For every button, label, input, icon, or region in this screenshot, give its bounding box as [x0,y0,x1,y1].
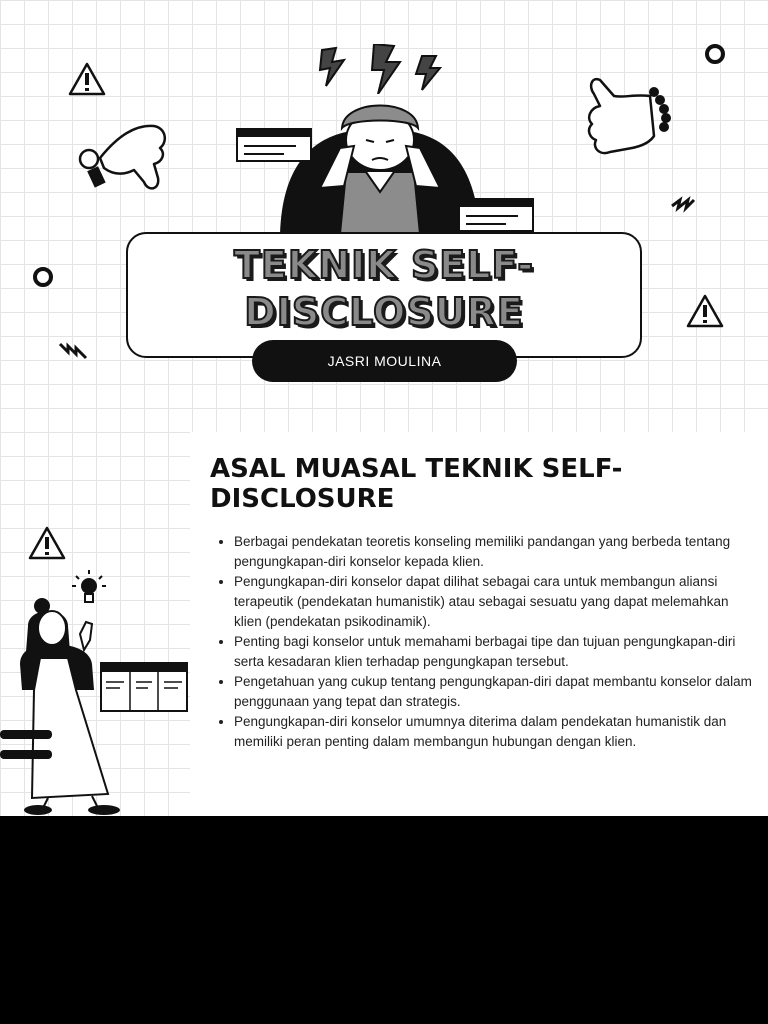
zigzag-icon [670,186,696,214]
board-icon [100,662,188,712]
lightning-icon [314,44,444,94]
warning-icon [686,294,724,328]
list-item: • Pengungkapan-diri konselor dapat dilihat sebagai cara untuk membangun aliansi terapeutik (pendekatan humanistik) atau sebagai sesuatu yang dapat melemahkan klien (pendekatan psikodinamik). [234,572,754,632]
list-item: • Penting bagi konselor untuk memahami berbagai tipe dan tujuan pengungkapan-diri serta kesadaran klien terhadap pengungkapan tersebut. [234,632,754,672]
blank-area [0,816,768,1024]
ring-icon [32,266,54,288]
title-slide [0,0,768,432]
author-name: JASRI MOULINA [327,353,442,369]
content-slide [0,432,768,816]
window-card-icon [236,128,312,162]
thumbs-up-icon [584,76,676,162]
page-title: TEKNIK SELF-DISCLOSURE [233,243,535,334]
warning-icon [68,62,106,96]
warning-icon [28,526,66,560]
section-heading: ASAL MUASAL TEKNIK SELF-DISCLOSURE [210,454,623,514]
author-badge [252,340,517,382]
bars-icon [0,728,54,762]
bullet-list [216,532,754,752]
list-item: • Pengungkapan-diri konselor umumnya diterima dalam pendekatan humanistik dan memiliki peran penting dalam membangun hubungan dengan klien. [234,712,754,752]
thumbs-down-icon [76,118,170,192]
list-item: • Berbagai pendekatan teoretis konseling memiliki pandangan yang berbeda tentang pengungkapan-diri konselor kepada klien. [234,532,754,572]
list-item: • Pengetahuan yang cukup tentang pengungkapan-diri dapat membantu konselor dalam penggunaan yang tepat dan strategis. [234,672,754,712]
zigzag-icon [58,340,88,366]
window-card-icon [458,198,534,232]
ring-icon [704,43,726,65]
